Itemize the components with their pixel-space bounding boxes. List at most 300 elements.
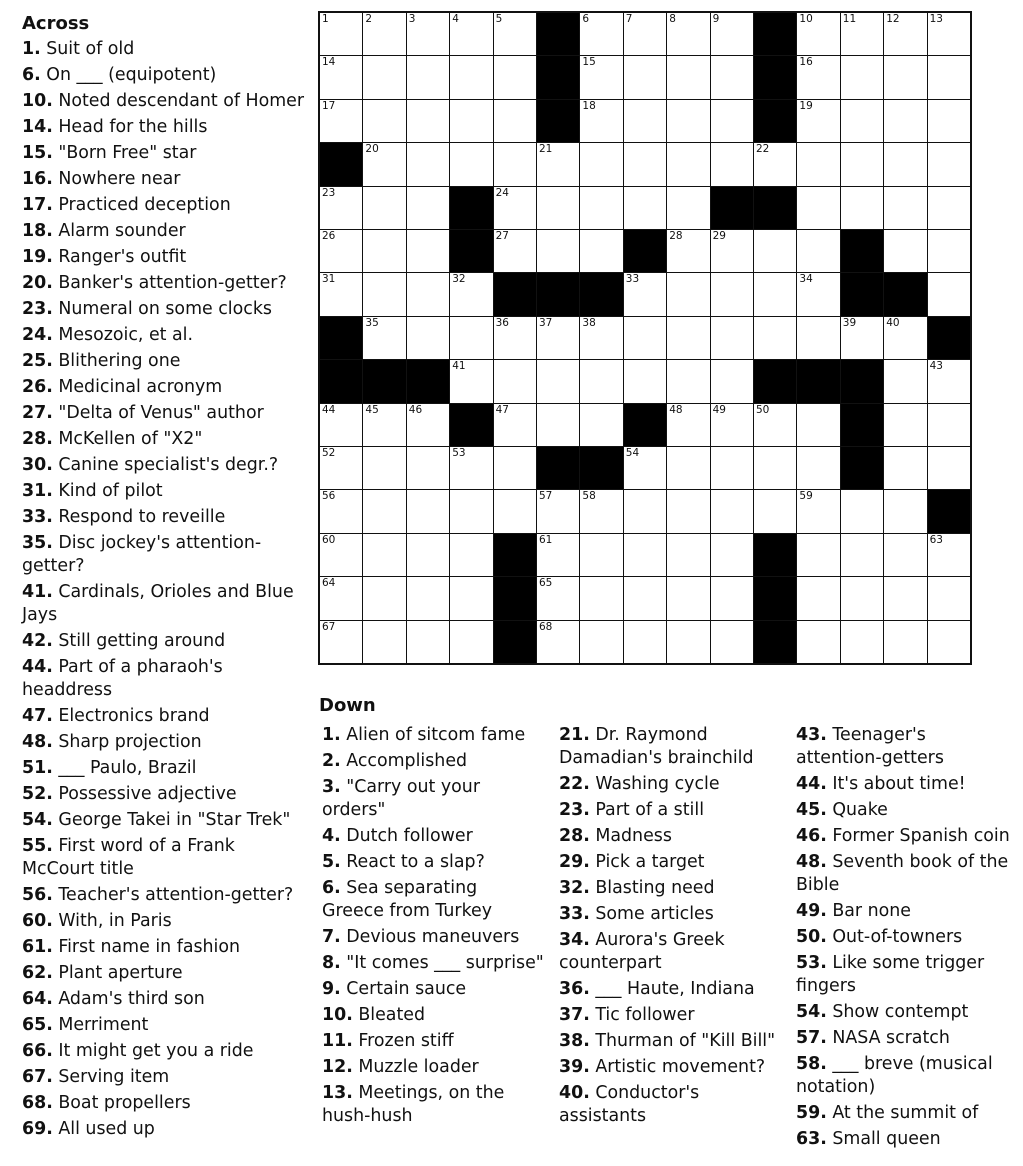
grid-cell[interactable] xyxy=(928,404,970,446)
across-clue[interactable] xyxy=(22,194,307,217)
across-clue[interactable] xyxy=(22,506,307,529)
grid-cell[interactable] xyxy=(884,360,926,402)
clue-text: Boat propellers xyxy=(58,1093,191,1113)
grid-cell[interactable] xyxy=(928,187,970,229)
grid-cell[interactable] xyxy=(841,13,883,55)
across-clue[interactable] xyxy=(22,731,307,754)
grid-cell[interactable] xyxy=(450,577,492,619)
clue-number: 60. xyxy=(22,911,53,931)
grid-cell[interactable] xyxy=(797,143,839,185)
clue-number: 40. xyxy=(559,1083,590,1103)
grid-cell[interactable] xyxy=(711,490,753,532)
grid-cell[interactable] xyxy=(450,621,492,663)
grid-cell[interactable] xyxy=(797,187,839,229)
grid-cell[interactable] xyxy=(624,447,666,489)
grid-cell[interactable] xyxy=(407,100,449,142)
grid-cell[interactable] xyxy=(537,577,579,619)
across-clue[interactable] xyxy=(22,298,307,321)
grid-cell[interactable] xyxy=(363,490,405,532)
down-clue[interactable] xyxy=(322,952,544,975)
grid-cell[interactable] xyxy=(928,56,970,98)
grid-cell[interactable] xyxy=(363,143,405,185)
clue-number: 11. xyxy=(322,1031,353,1051)
grid-cell[interactable] xyxy=(320,534,362,576)
grid-cell[interactable] xyxy=(711,621,753,663)
grid-cell[interactable] xyxy=(754,230,796,272)
across-clue[interactable] xyxy=(22,220,307,243)
grid-cell[interactable] xyxy=(624,534,666,576)
down-clue[interactable] xyxy=(796,1001,1014,1024)
grid-cell[interactable] xyxy=(320,490,362,532)
grid-cell[interactable] xyxy=(884,490,926,532)
grid-cell[interactable] xyxy=(667,230,709,272)
across-clue[interactable] xyxy=(22,962,307,985)
grid-cell[interactable] xyxy=(450,317,492,359)
cell-number: 18 xyxy=(582,99,596,112)
across-clue[interactable] xyxy=(22,1014,307,1037)
grid-cell[interactable] xyxy=(711,404,753,446)
grid-cell[interactable] xyxy=(754,490,796,532)
block-cell xyxy=(537,56,579,98)
grid-cell[interactable] xyxy=(797,534,839,576)
grid-cell[interactable] xyxy=(928,360,970,402)
across-clue[interactable] xyxy=(22,350,307,373)
across-clue[interactable] xyxy=(22,988,307,1011)
grid-cell[interactable] xyxy=(928,230,970,272)
clue-text: Possessive adjective xyxy=(58,784,237,804)
down-clue[interactable] xyxy=(322,978,544,1001)
grid-cell[interactable] xyxy=(407,187,449,229)
grid-cell[interactable] xyxy=(320,404,362,446)
across-clue[interactable] xyxy=(22,757,307,780)
grid-cell[interactable] xyxy=(884,187,926,229)
down-clue[interactable] xyxy=(322,1004,544,1027)
grid-cell[interactable] xyxy=(667,534,709,576)
across-clue[interactable] xyxy=(22,428,307,451)
grid-cell[interactable] xyxy=(754,317,796,359)
clue-number: 28. xyxy=(559,826,590,846)
down-clue[interactable] xyxy=(559,877,781,900)
grid-cell[interactable] xyxy=(711,13,753,55)
grid-cell[interactable] xyxy=(667,490,709,532)
grid-cell[interactable] xyxy=(580,534,622,576)
grid-cell[interactable] xyxy=(537,490,579,532)
grid-cell[interactable] xyxy=(928,577,970,619)
down-clue[interactable] xyxy=(559,929,781,975)
clue-text: It's about time! xyxy=(832,774,966,794)
grid-cell[interactable] xyxy=(450,273,492,315)
grid-cell[interactable] xyxy=(667,273,709,315)
grid-cell[interactable] xyxy=(450,100,492,142)
clue-number: 57. xyxy=(796,1028,827,1048)
grid-cell[interactable] xyxy=(363,534,405,576)
grid-cell[interactable] xyxy=(407,273,449,315)
down-clue[interactable] xyxy=(322,750,544,773)
grid-cell[interactable] xyxy=(624,143,666,185)
across-clue[interactable] xyxy=(22,454,307,477)
across-clue[interactable] xyxy=(22,910,307,933)
clue-number: 43. xyxy=(796,725,827,745)
across-clue[interactable] xyxy=(22,64,307,87)
grid-cell[interactable] xyxy=(884,13,926,55)
grid-cell[interactable] xyxy=(494,100,536,142)
block-cell xyxy=(407,360,449,402)
grid-cell[interactable] xyxy=(711,230,753,272)
grid-cell[interactable] xyxy=(928,621,970,663)
clue-text: Adam's third son xyxy=(58,989,205,1009)
down-clue[interactable] xyxy=(559,1082,781,1128)
grid-cell[interactable] xyxy=(624,100,666,142)
grid-cell[interactable] xyxy=(450,56,492,98)
grid-cell[interactable] xyxy=(537,143,579,185)
grid-cell[interactable] xyxy=(884,404,926,446)
grid-cell[interactable] xyxy=(407,56,449,98)
grid-cell[interactable] xyxy=(797,230,839,272)
grid-cell[interactable] xyxy=(884,621,926,663)
across-clue[interactable] xyxy=(22,142,307,165)
clue-text: Dr. Raymond Damadian's brainchild xyxy=(559,725,754,768)
grid-cell[interactable] xyxy=(841,317,883,359)
grid-cell[interactable] xyxy=(407,577,449,619)
grid-cell[interactable] xyxy=(407,621,449,663)
down-clue[interactable] xyxy=(559,799,781,822)
down-clue[interactable] xyxy=(796,825,1014,848)
cell-number: 61 xyxy=(539,533,553,546)
grid-cell[interactable] xyxy=(494,230,536,272)
grid-cell[interactable] xyxy=(494,447,536,489)
grid-cell[interactable] xyxy=(797,447,839,489)
grid-cell[interactable] xyxy=(363,273,405,315)
grid-cell[interactable] xyxy=(624,317,666,359)
grid-cell[interactable] xyxy=(711,317,753,359)
grid-cell[interactable] xyxy=(624,273,666,315)
grid-cell[interactable] xyxy=(450,143,492,185)
down-clue[interactable] xyxy=(559,978,781,1001)
grid-cell[interactable] xyxy=(537,187,579,229)
down-clue[interactable] xyxy=(796,952,1014,998)
down-clue[interactable] xyxy=(322,1030,544,1053)
grid-cell[interactable] xyxy=(450,360,492,402)
cell-number: 27 xyxy=(495,230,509,242)
grid-cell[interactable] xyxy=(841,490,883,532)
clue-text: First name in fashion xyxy=(58,937,241,957)
grid-cell[interactable] xyxy=(407,447,449,489)
across-clue[interactable] xyxy=(22,809,307,832)
grid-cell[interactable] xyxy=(667,447,709,489)
down-clue[interactable] xyxy=(322,776,544,822)
down-clue[interactable] xyxy=(796,724,1014,770)
grid-cell[interactable] xyxy=(580,317,622,359)
across-clue[interactable] xyxy=(22,480,307,503)
across-clue[interactable] xyxy=(22,116,307,139)
grid-cell[interactable] xyxy=(494,187,536,229)
cell-number: 26 xyxy=(322,230,336,242)
grid-cell[interactable] xyxy=(797,317,839,359)
across-clue[interactable] xyxy=(22,1066,307,1089)
grid-cell[interactable] xyxy=(884,447,926,489)
grid-cell[interactable] xyxy=(407,317,449,359)
grid-cell[interactable] xyxy=(797,273,839,315)
grid-cell[interactable] xyxy=(884,100,926,142)
grid-cell[interactable] xyxy=(711,577,753,619)
down-clue[interactable] xyxy=(322,825,544,848)
grid-cell[interactable] xyxy=(320,13,362,55)
grid-cell[interactable] xyxy=(580,490,622,532)
grid-cell[interactable] xyxy=(884,534,926,576)
grid-cell[interactable] xyxy=(667,143,709,185)
grid-cell[interactable] xyxy=(363,621,405,663)
grid-cell[interactable] xyxy=(841,187,883,229)
grid-cell[interactable] xyxy=(667,187,709,229)
grid-cell[interactable] xyxy=(624,187,666,229)
grid-cell[interactable] xyxy=(841,143,883,185)
down-clue[interactable] xyxy=(796,926,1014,949)
grid-cell[interactable] xyxy=(711,100,753,142)
grid-cell[interactable] xyxy=(407,534,449,576)
clue-number: 44. xyxy=(796,774,827,794)
grid-cell[interactable] xyxy=(580,230,622,272)
grid-cell[interactable] xyxy=(320,621,362,663)
clue-number: 33. xyxy=(559,904,590,924)
grid-cell[interactable] xyxy=(928,100,970,142)
clue-text: First word of a Frank McCourt title xyxy=(22,836,235,879)
down-clue[interactable] xyxy=(322,877,544,923)
across-clue[interactable] xyxy=(22,1118,307,1141)
down-clue[interactable] xyxy=(322,1056,544,1079)
grid-cell[interactable] xyxy=(363,230,405,272)
cell-number: 28 xyxy=(669,230,683,242)
down-clue[interactable] xyxy=(796,799,1014,822)
grid-cell[interactable] xyxy=(667,100,709,142)
grid-cell[interactable] xyxy=(884,230,926,272)
grid-cell[interactable] xyxy=(320,230,362,272)
grid-cell[interactable] xyxy=(494,404,536,446)
grid-cell[interactable] xyxy=(797,56,839,98)
cell-number: 38 xyxy=(582,316,596,329)
grid-cell[interactable] xyxy=(841,577,883,619)
grid-cell[interactable] xyxy=(450,13,492,55)
down-clue[interactable] xyxy=(796,900,1014,923)
grid-cell[interactable] xyxy=(320,187,362,229)
down-clue[interactable] xyxy=(559,1030,781,1053)
clue-text: Alien of sitcom fame xyxy=(346,725,526,745)
grid-cell[interactable] xyxy=(537,230,579,272)
across-clue[interactable] xyxy=(22,532,307,578)
across-clue[interactable] xyxy=(22,90,307,113)
down-clue[interactable] xyxy=(796,851,1014,897)
down-clue[interactable] xyxy=(322,1082,544,1128)
grid-cell[interactable] xyxy=(797,100,839,142)
grid-cell[interactable] xyxy=(711,143,753,185)
block-cell xyxy=(754,187,796,229)
grid-cell[interactable] xyxy=(624,13,666,55)
grid-cell[interactable] xyxy=(711,534,753,576)
grid-cell[interactable] xyxy=(450,490,492,532)
grid-cell[interactable] xyxy=(624,621,666,663)
down-clue[interactable] xyxy=(559,851,781,874)
grid-cell[interactable] xyxy=(667,577,709,619)
grid-cell[interactable] xyxy=(320,577,362,619)
grid-cell[interactable] xyxy=(928,13,970,55)
grid-cell[interactable] xyxy=(754,273,796,315)
grid-cell[interactable] xyxy=(537,621,579,663)
grid-cell[interactable] xyxy=(580,100,622,142)
clue-number: 53. xyxy=(796,953,827,973)
across-clue[interactable] xyxy=(22,1092,307,1115)
grid-cell[interactable] xyxy=(711,56,753,98)
clue-text: "It comes ___ surprise" xyxy=(346,953,544,973)
grid-cell[interactable] xyxy=(711,360,753,402)
across-clue[interactable] xyxy=(22,936,307,959)
grid-cell[interactable] xyxy=(494,317,536,359)
down-clue[interactable] xyxy=(796,1053,1014,1099)
grid-cell[interactable] xyxy=(580,143,622,185)
grid-cell[interactable] xyxy=(754,447,796,489)
clue-number: 7. xyxy=(322,927,341,947)
grid-cell[interactable] xyxy=(841,56,883,98)
down-clue[interactable] xyxy=(559,1004,781,1027)
grid-cell[interactable] xyxy=(363,100,405,142)
down-clue[interactable] xyxy=(322,926,544,949)
grid-cell[interactable] xyxy=(884,317,926,359)
grid-cell[interactable] xyxy=(363,13,405,55)
grid-cell[interactable] xyxy=(580,13,622,55)
down-clue[interactable] xyxy=(796,773,1014,796)
grid-cell[interactable] xyxy=(580,577,622,619)
grid-cell[interactable] xyxy=(884,143,926,185)
grid-cell[interactable] xyxy=(320,100,362,142)
grid-cell[interactable] xyxy=(711,447,753,489)
grid-cell[interactable] xyxy=(667,13,709,55)
grid-cell[interactable] xyxy=(928,534,970,576)
down-clue[interactable] xyxy=(559,825,781,848)
grid-cell[interactable] xyxy=(537,534,579,576)
across-clue[interactable] xyxy=(22,38,307,61)
grid-cell[interactable] xyxy=(624,577,666,619)
grid-cell[interactable] xyxy=(667,621,709,663)
grid-cell[interactable] xyxy=(494,143,536,185)
grid-cell[interactable] xyxy=(537,317,579,359)
across-clue[interactable] xyxy=(22,783,307,806)
grid-cell[interactable] xyxy=(407,404,449,446)
grid-cell[interactable] xyxy=(841,534,883,576)
grid-cell[interactable] xyxy=(450,534,492,576)
down-clue[interactable] xyxy=(796,1027,1014,1050)
grid-cell[interactable] xyxy=(754,143,796,185)
grid-cell[interactable] xyxy=(320,56,362,98)
grid-cell[interactable] xyxy=(624,490,666,532)
across-clue[interactable] xyxy=(22,272,307,295)
grid-cell[interactable] xyxy=(928,447,970,489)
grid-cell[interactable] xyxy=(450,447,492,489)
grid-cell[interactable] xyxy=(884,577,926,619)
across-clue[interactable] xyxy=(22,324,307,347)
cell-number: 59 xyxy=(799,490,813,503)
down-clue[interactable] xyxy=(559,773,781,796)
grid-cell[interactable] xyxy=(667,56,709,98)
grid-cell[interactable] xyxy=(407,143,449,185)
cell-number: 17 xyxy=(322,99,336,112)
grid-cell[interactable] xyxy=(797,404,839,446)
clue-number: 69. xyxy=(22,1119,53,1139)
grid-cell[interactable] xyxy=(928,273,970,315)
across-clue[interactable] xyxy=(22,581,307,627)
grid-cell[interactable] xyxy=(754,404,796,446)
down-clue[interactable] xyxy=(559,724,781,770)
cell-number: 12 xyxy=(886,13,900,25)
grid-cell[interactable] xyxy=(580,360,622,402)
grid-cell[interactable] xyxy=(320,273,362,315)
across-clue[interactable] xyxy=(22,656,307,702)
grid-cell[interactable] xyxy=(841,100,883,142)
grid-cell[interactable] xyxy=(537,404,579,446)
grid-cell[interactable] xyxy=(711,273,753,315)
grid-cell[interactable] xyxy=(407,13,449,55)
grid-cell[interactable] xyxy=(580,187,622,229)
grid-cell[interactable] xyxy=(494,56,536,98)
grid-cell[interactable] xyxy=(494,490,536,532)
grid-cell[interactable] xyxy=(884,56,926,98)
grid-cell[interactable] xyxy=(363,317,405,359)
across-clue[interactable] xyxy=(22,705,307,728)
grid-cell[interactable] xyxy=(580,56,622,98)
grid-cell[interactable] xyxy=(797,577,839,619)
down-clue[interactable] xyxy=(322,724,544,747)
down-clue[interactable] xyxy=(559,1056,781,1079)
down-clue[interactable] xyxy=(559,903,781,926)
down-clue[interactable] xyxy=(796,1128,1014,1151)
across-clue[interactable] xyxy=(22,376,307,399)
clue-number: 63. xyxy=(796,1129,827,1149)
across-clue[interactable] xyxy=(22,1040,307,1063)
grid-cell[interactable] xyxy=(494,13,536,55)
across-clue[interactable] xyxy=(22,168,307,191)
block-cell xyxy=(884,273,926,315)
grid-cell[interactable] xyxy=(928,143,970,185)
across-clue[interactable] xyxy=(22,835,307,881)
down-clue[interactable] xyxy=(322,851,544,874)
across-clue[interactable] xyxy=(22,246,307,269)
grid-cell[interactable] xyxy=(624,360,666,402)
grid-cell[interactable] xyxy=(797,621,839,663)
grid-cell[interactable] xyxy=(537,360,579,402)
grid-cell[interactable] xyxy=(667,360,709,402)
across-clue[interactable] xyxy=(22,630,307,653)
grid-cell[interactable] xyxy=(580,621,622,663)
grid-cell[interactable] xyxy=(797,13,839,55)
grid-cell[interactable] xyxy=(407,490,449,532)
grid-cell[interactable] xyxy=(320,447,362,489)
across-clue[interactable] xyxy=(22,402,307,425)
down-clue[interactable] xyxy=(796,1102,1014,1125)
grid-cell[interactable] xyxy=(363,187,405,229)
across-clue[interactable] xyxy=(22,884,307,907)
grid-cell[interactable] xyxy=(363,447,405,489)
grid-cell[interactable] xyxy=(667,404,709,446)
grid-cell[interactable] xyxy=(407,230,449,272)
grid-cell[interactable] xyxy=(797,490,839,532)
grid-cell[interactable] xyxy=(494,360,536,402)
grid-cell[interactable] xyxy=(667,317,709,359)
grid-cell[interactable] xyxy=(841,621,883,663)
grid-cell[interactable] xyxy=(363,56,405,98)
grid-cell[interactable] xyxy=(624,56,666,98)
cell-number: 5 xyxy=(495,13,503,25)
cell-number: 65 xyxy=(539,577,553,590)
grid-cell[interactable] xyxy=(363,404,405,446)
grid-cell[interactable] xyxy=(580,404,622,446)
grid-cell[interactable] xyxy=(363,577,405,619)
